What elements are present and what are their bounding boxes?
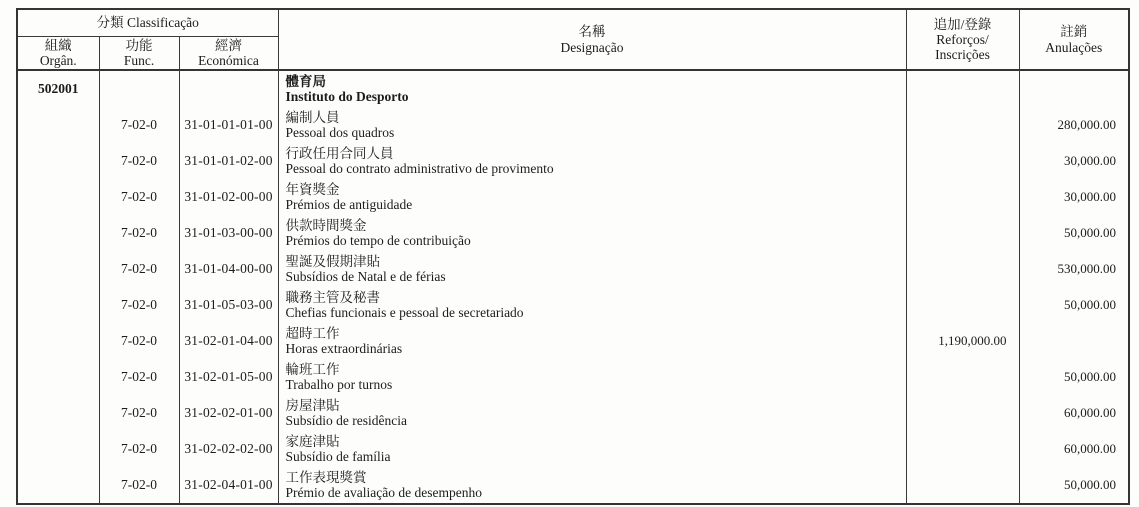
- cell-organic-code: [17, 179, 99, 215]
- cell-cancellations-amount: 50,000.00: [1019, 467, 1129, 504]
- cell-functional-code: [99, 70, 179, 107]
- header-classification: 分類 Classificação: [17, 9, 278, 36]
- designation-portuguese: Subsídio de família: [285, 449, 391, 464]
- designation-portuguese: Prémios de antiguidade: [285, 197, 413, 212]
- designation-chinese: 供款時間獎金: [285, 217, 367, 233]
- cell-economic-code: 31-02-02-02-00: [179, 431, 278, 467]
- table-row: [17, 395, 1129, 431]
- designation-portuguese: Instituto do Desporto: [285, 89, 409, 104]
- header-organic-pt: Orgân.: [39, 52, 77, 68]
- cell-designation: [278, 107, 906, 143]
- table-row: [17, 287, 1129, 323]
- cell-reinforcements-amount: 1,190,000.00: [906, 323, 1019, 359]
- cell-organic-code: [17, 431, 99, 467]
- cell-functional-code: 7-02-0: [99, 323, 179, 359]
- designation-chinese: 編制人員: [285, 109, 340, 125]
- designation-chinese: 職務主管及秘書: [285, 289, 381, 305]
- budget-table: [16, 8, 1130, 505]
- cell-economic-code: 31-01-01-01-00: [179, 107, 278, 143]
- header-functional-pt: Func.: [123, 52, 155, 68]
- cell-reinforcements-amount: [906, 359, 1019, 395]
- table-row: [17, 359, 1129, 395]
- cell-designation: [278, 143, 906, 179]
- cell-reinforcements-amount: [906, 287, 1019, 323]
- table-row: [17, 215, 1129, 251]
- cell-cancellations-amount: 60,000.00: [1019, 395, 1129, 431]
- cell-reinforcements-amount: [906, 143, 1019, 179]
- header-functional-zh: 功能: [125, 37, 153, 53]
- cell-cancellations-amount: 30,000.00: [1019, 143, 1129, 179]
- cell-functional-code: 7-02-0: [99, 107, 179, 143]
- cell-functional-code: 7-02-0: [99, 251, 179, 287]
- cell-functional-code: 7-02-0: [99, 287, 179, 323]
- designation-chinese: 房屋津貼: [285, 397, 340, 413]
- header-reinforcements-zh: 追加/登錄: [933, 16, 992, 32]
- cell-reinforcements-amount: [906, 107, 1019, 143]
- designation-portuguese: Chefias funcionais e pessoal de secretariado: [285, 305, 524, 320]
- table-row: [17, 143, 1129, 179]
- cell-reinforcements-amount: [906, 215, 1019, 251]
- cell-functional-code: 7-02-0: [99, 395, 179, 431]
- header-designation: [278, 9, 906, 70]
- cell-designation: [278, 467, 906, 504]
- header-functional: [99, 36, 179, 70]
- designation-chinese: 超時工作: [285, 325, 340, 341]
- cell-functional-code: 7-02-0: [99, 143, 179, 179]
- header-designation-zh: 名稱: [578, 24, 606, 40]
- cell-economic-code: 31-02-02-01-00: [179, 395, 278, 431]
- table-row: [17, 107, 1129, 143]
- designation-portuguese: Prémios do tempo de contribuição: [285, 233, 471, 248]
- table-header: [17, 9, 1129, 70]
- table-body: [17, 70, 1129, 504]
- cell-designation: [278, 179, 906, 215]
- designation-chinese: 體育局: [285, 73, 327, 89]
- cell-economic-code: 31-01-01-02-00: [179, 143, 278, 179]
- cell-functional-code: 7-02-0: [99, 215, 179, 251]
- cell-organic-code: [17, 107, 99, 143]
- designation-chinese: 聖誕及假期津貼: [285, 253, 381, 269]
- header-economic: [179, 36, 278, 70]
- cell-reinforcements-amount: [906, 179, 1019, 215]
- header-organic: [17, 36, 99, 70]
- cell-designation: [278, 251, 906, 287]
- table-row: [17, 70, 1129, 107]
- cell-functional-code: 7-02-0: [99, 431, 179, 467]
- designation-chinese: 家庭津貼: [285, 433, 340, 449]
- cell-economic-code: [179, 70, 278, 107]
- cell-organic-code: [17, 251, 99, 287]
- header-economic-pt: Económica: [198, 52, 259, 68]
- cell-organic-code: [17, 323, 99, 359]
- cell-economic-code: 31-02-01-04-00: [179, 323, 278, 359]
- cell-cancellations-amount: [1019, 323, 1129, 359]
- cell-reinforcements-amount: [906, 467, 1019, 504]
- designation-chinese: 輪班工作: [285, 361, 340, 377]
- cell-cancellations-amount: 50,000.00: [1019, 287, 1129, 323]
- cell-economic-code: 31-01-03-00-00: [179, 215, 278, 251]
- cell-functional-code: 7-02-0: [99, 179, 179, 215]
- cell-designation: [278, 323, 906, 359]
- header-cancellations-zh: 註銷: [1060, 24, 1088, 40]
- cell-economic-code: 31-01-04-00-00: [179, 251, 278, 287]
- cell-designation: [278, 359, 906, 395]
- designation-portuguese: Subsídios de Natal e de férias: [285, 269, 446, 284]
- cell-designation: [278, 70, 906, 107]
- cell-economic-code: 31-02-01-05-00: [179, 359, 278, 395]
- cell-cancellations-amount: 530,000.00: [1019, 251, 1129, 287]
- designation-portuguese: Prémio de avaliação de desempenho: [285, 485, 482, 500]
- designation-portuguese: Subsídio de residência: [285, 413, 408, 428]
- table-row: [17, 467, 1129, 504]
- header-reinforcements-pt1: Reforços/: [936, 31, 989, 47]
- header-cancellations: [1019, 9, 1129, 70]
- table-row: [17, 251, 1129, 287]
- cell-designation: [278, 395, 906, 431]
- designation-chinese: 工作表現獎賞: [285, 469, 367, 485]
- table-row: [17, 323, 1129, 359]
- cell-reinforcements-amount: [906, 70, 1019, 107]
- cell-organic-code: [17, 467, 99, 504]
- cell-designation: [278, 215, 906, 251]
- cell-economic-code: 31-01-05-03-00: [179, 287, 278, 323]
- designation-portuguese: Pessoal dos quadros: [285, 125, 395, 140]
- table-row: [17, 179, 1129, 215]
- cell-reinforcements-amount: [906, 251, 1019, 287]
- header-organic-zh: 組織: [44, 37, 72, 53]
- header-reinforcements: [906, 9, 1019, 70]
- cell-economic-code: 31-02-04-01-00: [179, 467, 278, 504]
- designation-portuguese: Trabalho por turnos: [285, 377, 393, 392]
- cell-designation: [278, 431, 906, 467]
- cell-organic-code: 502001: [17, 70, 99, 107]
- cell-organic-code: [17, 215, 99, 251]
- designation-chinese: 行政任用合同人員: [285, 145, 394, 161]
- header-economic-zh: 經濟: [215, 37, 243, 53]
- cell-functional-code: 7-02-0: [99, 359, 179, 395]
- cell-cancellations-amount: 280,000.00: [1019, 107, 1129, 143]
- cell-designation: [278, 287, 906, 323]
- cell-functional-code: 7-02-0: [99, 467, 179, 504]
- cell-economic-code: 31-01-02-00-00: [179, 179, 278, 215]
- cell-organic-code: [17, 287, 99, 323]
- designation-portuguese: Horas extraordinárias: [285, 341, 403, 356]
- cell-organic-code: [17, 359, 99, 395]
- cell-cancellations-amount: 50,000.00: [1019, 359, 1129, 395]
- cell-cancellations-amount: 60,000.00: [1019, 431, 1129, 467]
- header-reinforcements-pt2: Inscrições: [935, 47, 990, 63]
- cell-cancellations-amount: [1019, 70, 1129, 107]
- cell-reinforcements-amount: [906, 395, 1019, 431]
- header-cancellations-pt: Anulações: [1045, 39, 1103, 55]
- table-row: [17, 431, 1129, 467]
- header-designation-pt: Designação: [560, 39, 624, 55]
- designation-portuguese: Pessoal do contrato administrativo de provimento: [285, 161, 554, 176]
- cell-organic-code: [17, 395, 99, 431]
- cell-organic-code: [17, 143, 99, 179]
- cell-cancellations-amount: 50,000.00: [1019, 215, 1129, 251]
- cell-cancellations-amount: 30,000.00: [1019, 179, 1129, 215]
- cell-reinforcements-amount: [906, 431, 1019, 467]
- designation-chinese: 年資獎金: [285, 181, 340, 197]
